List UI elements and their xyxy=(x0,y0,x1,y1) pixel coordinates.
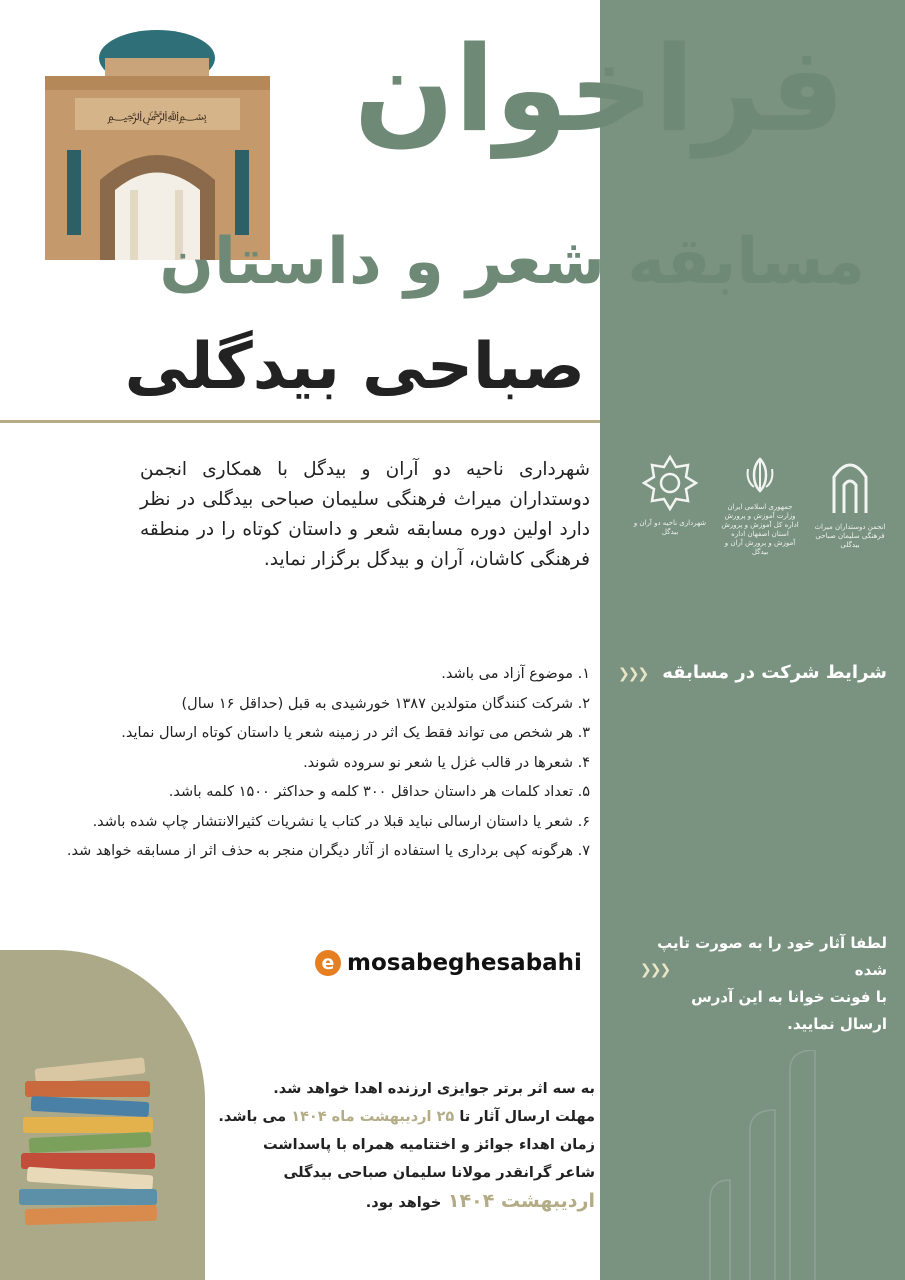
list-item: ۱. موضوع آزاد می باشد. xyxy=(441,666,590,682)
prize-line: زمان اهداء جوائز و اختتامیه همراه با پاسداشت xyxy=(263,1137,595,1153)
municipality-logo xyxy=(630,455,710,555)
deadline-date: ۲۵ اردیبهشت ماه ۱۴۰۴ xyxy=(291,1109,455,1125)
ceremony-suffix: خواهد بود. xyxy=(365,1195,442,1211)
deadline-line xyxy=(195,1103,595,1131)
list-item: ۴. شعرها در قالب غزل یا شعر نو سروده شوند. xyxy=(303,754,590,771)
books-stack-image xyxy=(15,1055,175,1235)
association-logo-icon xyxy=(826,455,874,515)
education-ministry-logo-icon xyxy=(740,455,780,495)
chevrons-right-icon: ❯❯❯ xyxy=(640,962,670,978)
ceremony-date: اردیبهشت ۱۴۰۴ xyxy=(447,1190,595,1212)
municipality-logo-icon xyxy=(642,455,698,511)
sponsor-logos xyxy=(630,455,890,555)
association-logo xyxy=(810,455,890,555)
list-item: ۵. تعداد کلمات هر داستان حداقل ۳۰۰ کلمه و حداکثر ۱۵۰۰ کلمه باشد. xyxy=(168,784,590,800)
logo-caption: جمهوری اسلامی ایران وزارت آموزش و پرورش اداره کل آموزش و پرورش استان اصفهان اداره آموزش و پرورش آران و بیدگل xyxy=(721,503,799,556)
divider-line xyxy=(0,420,600,423)
deadline-suffix: می باشد. xyxy=(218,1109,287,1125)
prize-line: شاعر گرانقدر مولانا سلیمان صباحی بیدگلی xyxy=(283,1165,595,1181)
instagram-icon: e xyxy=(315,950,341,976)
svg-text:﷽: ﷽ xyxy=(107,109,207,124)
submit-instructions xyxy=(642,930,887,1038)
prize-info xyxy=(195,1075,595,1217)
list-item: ۲. شرکت کنندگان متولدین ۱۳۸۷ خورشیدی به قبل (حداقل ۱۶ سال) xyxy=(181,695,590,712)
poet-name: صباحی بیدگلی xyxy=(124,330,585,404)
conditions-list xyxy=(10,660,590,867)
education-ministry-logo xyxy=(720,455,800,555)
page-title: فراخوان xyxy=(353,20,845,158)
chevrons-right-icon: ❯❯❯ xyxy=(618,666,648,682)
list-item: ۶. شعر یا داستان ارسالی نباید قبلا در کتاب یا نشریات کثیرالانتشار چاپ شده باشد. xyxy=(92,813,590,830)
tomb-building-image xyxy=(45,20,270,260)
list-item: ۳. هر شخص می تواند فقط یک اثر در زمینه شعر یا داستان کوتاه ارسال نماید. xyxy=(121,725,590,741)
logo-caption: شهرداری ناحیه دو آران و بیدگل xyxy=(633,519,707,536)
logo-caption: انجمن دوستداران میراث فرهنگی سلیمان صباحی بیدگلی xyxy=(814,523,886,549)
conditions-title: شرایط شرکت در مسابقه xyxy=(662,662,887,683)
deadline-prefix: مهلت ارسال آثار تا xyxy=(459,1109,595,1125)
list-item: ۷. هرگونه کپی برداری یا استفاده از آثار دیگران منجر به حذف اثر از مسابقه خواهد شد. xyxy=(66,843,590,859)
contest-title: مسابقه شعر و داستان xyxy=(159,225,865,299)
submit-line: ارسال نمایید. xyxy=(787,1015,887,1033)
instagram-link[interactable] xyxy=(315,950,582,976)
ceremony-line xyxy=(195,1187,595,1217)
submit-line: لطفا آثار خود را به صورت تایپ شده xyxy=(657,934,887,979)
prize-line: به سه اثر برتر جوایزی ارزنده اهدا خواهد شد. xyxy=(273,1081,595,1097)
decorative-arches xyxy=(690,1050,900,1280)
instagram-handle: mosabeghesabahi xyxy=(347,950,582,976)
intro-text: شهرداری ناحیه دو آران و بیدگل با همکاری انجمن دوستداران میراث فرهنگی سلیمان صباحی بیدگلی در نظر دارد اولین دوره مسابقه شعر و داستان کوتاه را در منطقه فرهنگی کاشان، آران و بیدگل برگزار نماید. xyxy=(140,459,590,570)
submit-line: با فونت خوانا به این آدرس xyxy=(691,988,887,1006)
